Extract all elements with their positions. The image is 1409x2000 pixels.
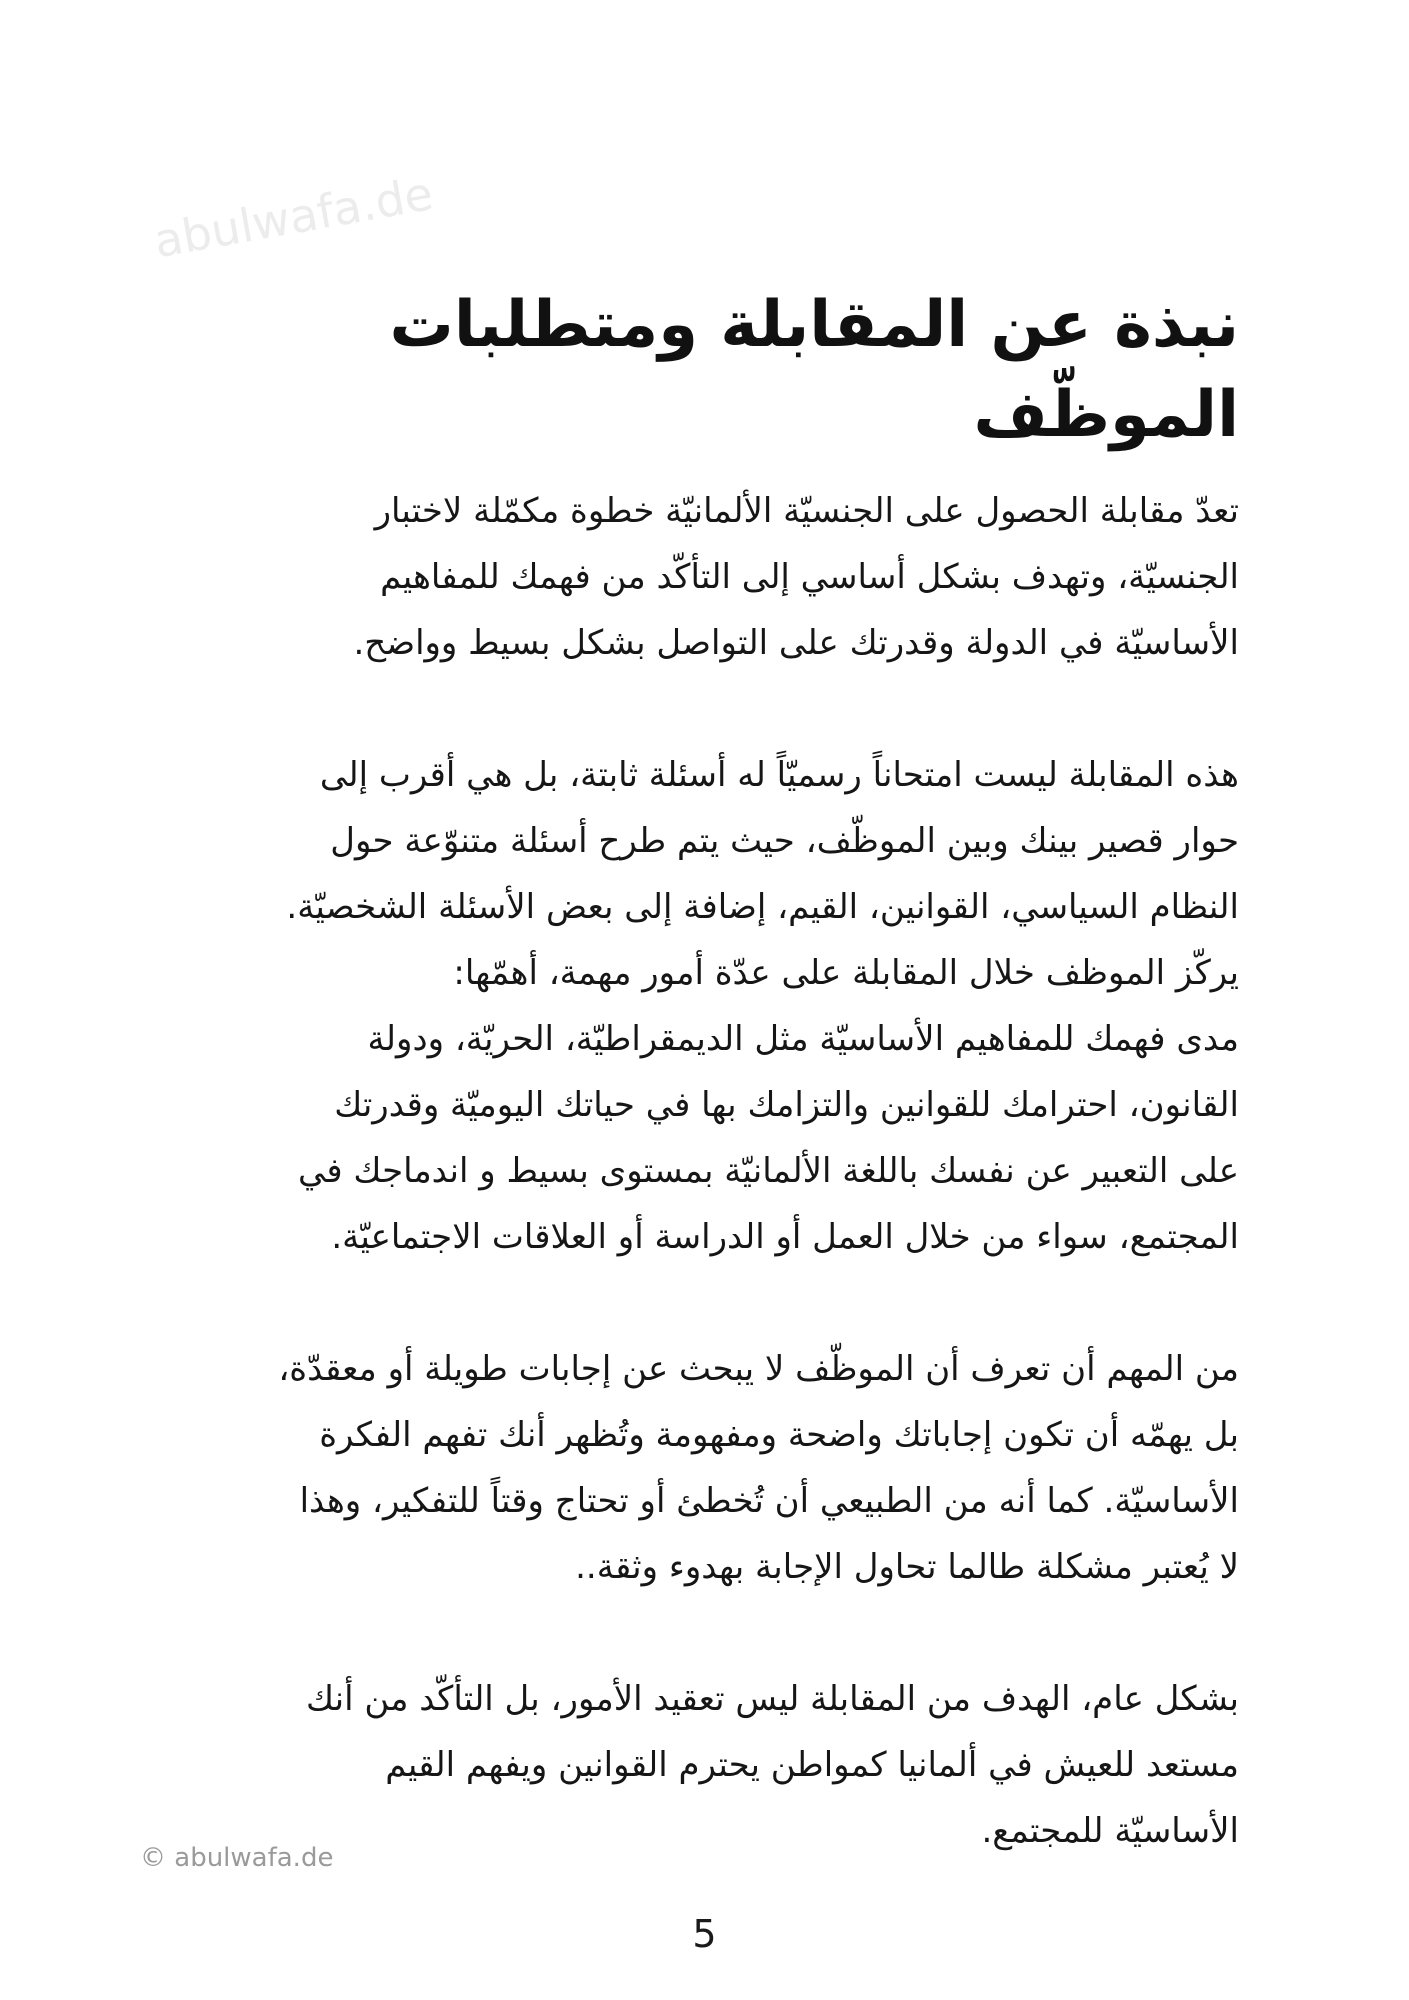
- paragraph-expectations: [159, 1336, 1239, 1600]
- text-line: الأساسيّة للمجتمع.: [981, 1811, 1239, 1851]
- text-line: تعدّ مقابلة الحصول على الجنسيّة الألمانيّة خطوة مكمّلة لاختبار: [374, 491, 1239, 531]
- text-line: بل يهمّه أن تكون إجاباتك واضحة ومفهومة وتُظهر أنك تفهم الفكرة: [319, 1415, 1239, 1455]
- page-title: نبذة عن المقابلة ومتطلبات الموظّف: [389, 288, 1239, 452]
- text-line: حوار قصير بينك وبين الموظّف، حيث يتم طرح أسئلة متنوّعة حول: [330, 821, 1239, 861]
- paragraph-interview-nature: [159, 742, 1239, 1270]
- text-line: الجنسيّة، وتهدف بشكل أساسي إلى التأكّد من فهمك للمفاهيم: [380, 557, 1239, 597]
- text-line: القانون، احترامك للقوانين والتزامك بها في حياتك اليوميّة وقدرتك: [334, 1085, 1239, 1125]
- text-line: من المهم أن تعرف أن الموظّف لا يبحث عن إجابات طويلة أو معقدّة،: [278, 1349, 1239, 1389]
- copyright-notice: © abulwafa.de: [140, 1843, 334, 1873]
- text-line: بشكل عام، الهدف من المقابلة ليس تعقيد الأمور، بل التأكّد من أنك: [306, 1679, 1239, 1719]
- text-line: الأساسيّة في الدولة وقدرتك على التواصل بشكل بسيط وواضح.: [353, 623, 1239, 663]
- text-line: هذه المقابلة ليست امتحاناً رسميّاً له أسئلة ثابتة، بل هي أقرب إلى: [319, 755, 1239, 795]
- paragraph-conclusion: [159, 1666, 1239, 1864]
- text-line: على التعبير عن نفسك باللغة الألمانيّة بمستوى بسيط و اندماجك في: [298, 1151, 1239, 1191]
- text-line: مستعد للعيش في ألمانيا كمواطن يحترم القوانين ويفهم القيم: [385, 1745, 1239, 1785]
- text-line: يركّز الموظف خلال المقابلة على عدّة أمور مهمة، أهمّها:: [453, 953, 1239, 993]
- watermark: abulwafa.de: [150, 166, 437, 269]
- text-line: النظام السياسي، القوانين، القيم، إضافة إلى بعض الأسئلة الشخصيّة.: [286, 887, 1239, 927]
- text-line: الأساسيّة. كما أنه من الطبيعي أن تُخطئ أو تحتاج وقتاً للتفكير، وهذا: [299, 1481, 1239, 1521]
- page-number: 5: [692, 1912, 717, 1956]
- text-line: لا يُعتبر مشكلة طالما تحاول الإجابة بهدوء وثقة..: [575, 1547, 1239, 1587]
- paragraph-intro: [159, 478, 1239, 676]
- text-line: المجتمع، سواء من خلال العمل أو الدراسة أو العلاقات الاجتماعيّة.: [331, 1217, 1239, 1257]
- document-body: [159, 478, 1239, 1930]
- text-line: مدى فهمك للمفاهيم الأساسيّة مثل الديمقراطيّة، الحريّة، ودولة: [367, 1019, 1239, 1059]
